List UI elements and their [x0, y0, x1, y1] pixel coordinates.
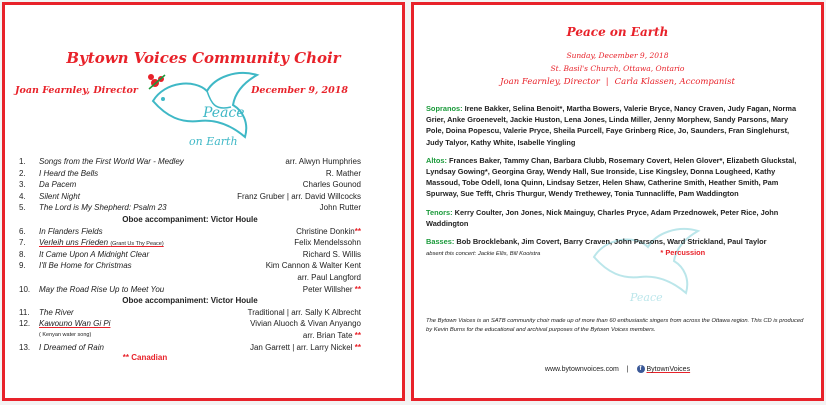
item-title: Kawouno Wan Gi Pi	[39, 319, 111, 329]
item-number: 9.	[19, 261, 26, 271]
basses-section	[426, 236, 804, 260]
item-credit: Vivian Aluoch & Vivan Anyango	[250, 319, 361, 329]
item-credit: Kim Cannon & Walter Kent	[265, 261, 361, 271]
concert-date: December 9, 2018	[251, 85, 348, 96]
item-credit: R. Mather	[325, 168, 361, 178]
item-number: 7.	[19, 238, 26, 248]
choir-members	[426, 103, 804, 267]
concert-date: Sunday, December 9, 2018	[566, 51, 669, 60]
basses-label: Basses:	[426, 237, 455, 247]
website-link[interactable]: www.bytownvoices.com	[544, 365, 619, 373]
director-name: Joan Fearnley, Director	[500, 77, 600, 87]
altos-label: Altos:	[426, 155, 447, 165]
dove-logo	[145, 61, 265, 153]
canadian-legend: ** Canadian	[122, 353, 168, 363]
item-credit: Richard S. Willis	[302, 249, 361, 259]
program-item-9	[19, 260, 361, 272]
basses-names: Bob Brocklebank, Jim Covert, Barry Craven, John Parsons, Ward Strickland, Paul Taylor	[456, 237, 767, 247]
program-item-6	[19, 226, 361, 238]
staff-line: Joan Fearnley, Director | Carla Klassen, Accompanist	[500, 77, 735, 87]
facebook-link[interactable]: BytownVoices	[646, 365, 691, 373]
about-text: The Bytown Voices is an SATB community choir made up of more than 60 enthusiastic singers from across the Ottawa region. This CD is produced by Kevin Burns for the educational and archival purposes of the Bytown Voices members.	[426, 318, 804, 333]
program-item-7	[19, 237, 361, 249]
program-item-2	[19, 168, 361, 180]
item-title: In Flanders Fields	[39, 226, 103, 236]
item-credit: Charles Gounod	[302, 180, 361, 190]
item-credit: John Rutter	[319, 203, 361, 213]
left-panel	[2, 2, 405, 401]
item-number: 3.	[19, 180, 26, 190]
item-credit: Traditional | arr. Sally K Albrecht	[247, 307, 361, 317]
concert-title: Peace on Earth	[566, 25, 669, 39]
facebook-icon: f	[637, 365, 645, 373]
canadian-mark: **	[354, 342, 361, 352]
absent-line	[426, 247, 804, 260]
altos-section	[426, 155, 804, 200]
item-title: May the Road Rise Up to Meet You	[39, 284, 165, 294]
program-item-9-arranger	[19, 272, 361, 284]
tenors-names: Kerry Coulter, Jon Jones, Nick Mainguy, Charles Pryce, Adam Przednowek, Peter Rice, John Waddington	[426, 207, 779, 228]
item-number: 10.	[19, 284, 31, 294]
item-title: The River	[39, 307, 74, 317]
item-number: 8.	[19, 249, 26, 259]
item-number: 5.	[19, 203, 26, 213]
oboe-note: Oboe accompaniment: Victor Houle	[122, 296, 258, 306]
program-item-3	[19, 179, 361, 191]
item-title: Silent Night	[39, 191, 80, 201]
item-title: I'll Be Home for Christmas	[39, 261, 132, 271]
item-credit: Franz Gruber | arr. David Willcocks	[237, 191, 361, 201]
canadian-mark: **	[354, 226, 361, 236]
program-item-13	[19, 342, 361, 354]
item-number: 13.	[19, 342, 31, 352]
logo-text-bottom: on Earth	[189, 135, 238, 148]
program-item-8	[19, 249, 361, 261]
item-title: I Heard the Bells	[39, 168, 99, 178]
program-item-5	[19, 202, 361, 214]
item-title: I Dreamed of Rain	[39, 342, 104, 352]
program-item-1	[19, 156, 361, 168]
program-list	[19, 156, 361, 362]
item-number: 6.	[19, 226, 26, 236]
item-credit: arr. Paul Langford	[297, 272, 361, 282]
concert-venue: St. Basil's Church, Ottawa, Ontario	[550, 64, 685, 73]
tenors-section	[426, 207, 804, 229]
item-number: 11.	[19, 307, 30, 317]
program-item-4	[19, 191, 361, 203]
canadian-mark: **	[354, 284, 361, 294]
item-credit: arr. Brian Tate **	[302, 330, 361, 340]
item-credit: arr. Alwyn Humphries	[285, 157, 361, 166]
item-title: Da Pacem	[39, 180, 77, 190]
sopranos-section	[426, 103, 804, 148]
sopranos-names: Irene Bakker, Selina Benoit*, Martha Bowers, Valerie Bryce, Nancy Craven, Judy Fagan, Norma Grier, Anke Groenevelt, Jackie Huston, Lena Jones, Linda Miller, Jenny Morphew, Sandy Parsons, Mary Pole, Doina Popescu, Valerie Pryce, Sheila Purcell, Faye Grinberg Rice, Jo, Saunders, Fran Singlehurst, Judy Talyor, Kathy White, Isabelle Yingling	[426, 104, 797, 147]
item-title: Verleih uns Frieden (Grant Us Thy Peace)	[39, 238, 164, 248]
item-title: Songs from the First World War - Medley	[39, 157, 184, 166]
item-number: 12.	[19, 319, 31, 329]
choir-title: Bytown Voices Community Choir	[66, 49, 341, 67]
director-name: Joan Fearnley, Director	[15, 85, 138, 96]
program-item-11	[19, 307, 361, 319]
altos-names: Frances Baker, Tammy Chan, Barbara Clubb, Rosemary Covert, Helen Glover*, Elizabeth Gluckstal, Lyndsay Gowing*, Georgina Gray, Wendy Hall, Sue Ironside, Lise Kingsley, Donna Lougheed, Kathy Massoud, Tobe Odell, Iona Quinn, Lindsay Setzer, Helen Shaw, Catherine Smith, Heather Smith, Pam Spurway, Sue Tefft, Chris Thurgur, Wendy Trethewey, Tonia Tunnacliffe, Pam Waddington	[426, 155, 797, 199]
footer: www.bytownvoices.com | f BytownVoices	[544, 365, 691, 373]
item-subtitle: (Grant Us Thy Peace)	[110, 241, 164, 248]
percussion-note: * Percussion	[660, 248, 706, 258]
item-number: 4.	[19, 191, 26, 201]
accompanist-name: Carla Klassen, Accompanist	[614, 77, 735, 87]
item-credit: Peter Willsher **	[302, 284, 361, 294]
item-number: 1.	[19, 157, 26, 166]
logo-text-top: Peace	[203, 105, 245, 121]
item-credit: Jan Garrett | arr. Larry Nickel **	[249, 342, 361, 352]
absent-note: absent this concert: Jackie Ellis, Bill Kooistra	[426, 251, 541, 258]
tenors-label: Tenors:	[426, 207, 453, 217]
watermark-text-top: Peace	[630, 291, 663, 304]
oboe-note: Oboe accompaniment: Victor Houle	[122, 214, 258, 224]
item-credit: Felix Mendelssohn	[294, 238, 361, 248]
program-item-10	[19, 284, 361, 296]
canadian-mark: **	[354, 330, 361, 340]
program-item-12	[19, 318, 361, 330]
right-panel	[411, 2, 824, 401]
item-title: It Came Upon A Midnight Clear	[39, 249, 150, 259]
program-item-12-arranger	[19, 330, 361, 342]
item-subtitle: ( Kenyan water song)	[39, 331, 92, 338]
sopranos-label: Sopranos:	[426, 104, 463, 113]
item-credit: Christine Donkin**	[296, 226, 361, 236]
item-title: The Lord is My Shepherd: Psalm 23	[39, 203, 167, 213]
item-number: 2.	[19, 168, 26, 178]
